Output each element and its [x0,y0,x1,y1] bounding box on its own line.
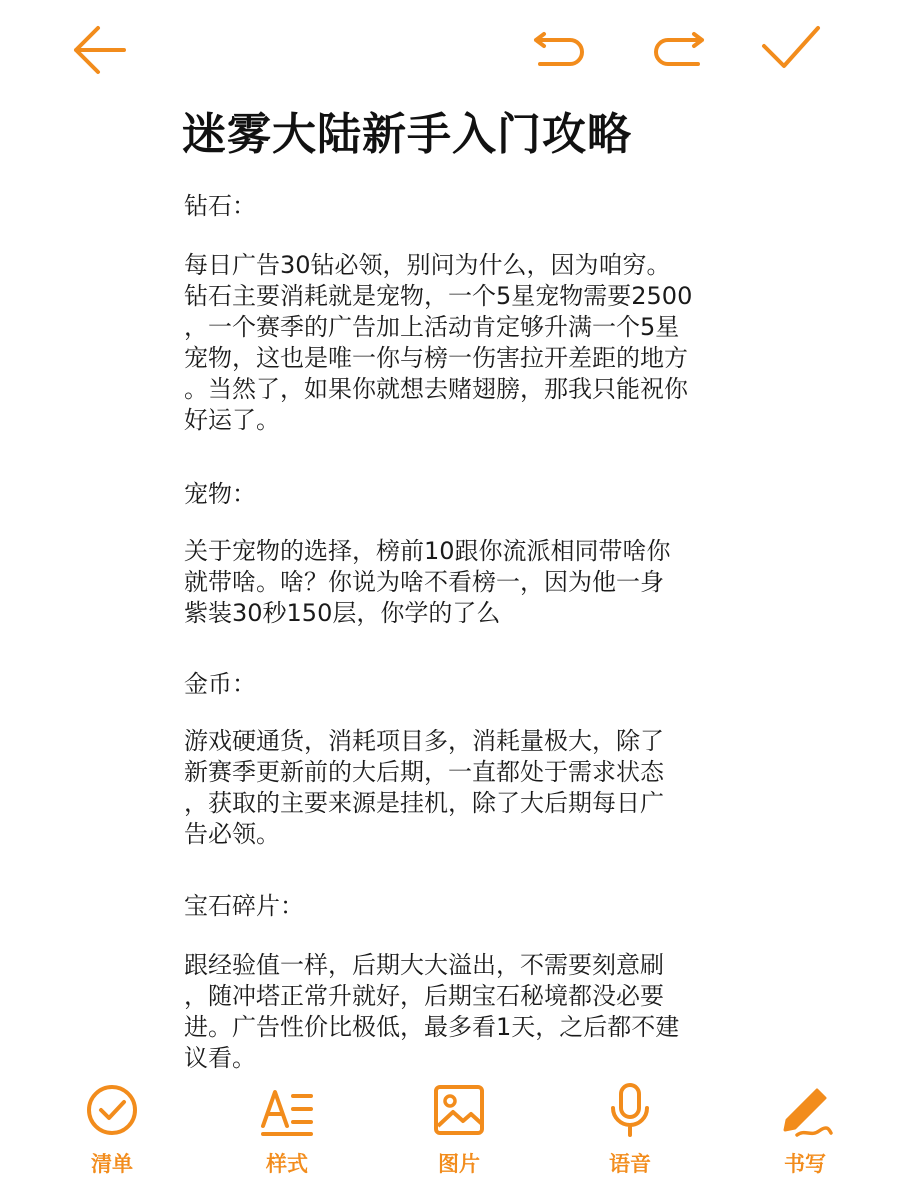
check-circle-icon [84,1082,140,1138]
body-line: 议看。 [184,1044,256,1072]
image-icon [431,1082,487,1138]
body-line: 钻石主要消耗就是宠物，一个5星宠物需要2500 [184,282,693,310]
section-heading-gem-shards: 宝石碎片： [184,892,304,920]
redo-icon [648,26,708,70]
body-line: ，一个赛季的广告加上活动肯定够升满一个5星 [184,313,680,341]
body-line: 游戏硬通货，消耗项目多，消耗量极大，除了 [184,727,664,755]
section-body-diamond [184,250,692,436]
image-button[interactable] [404,1082,514,1192]
microphone-icon [602,1082,658,1138]
voice-label: 语音 [609,1152,651,1176]
body-line: 好运了。 [184,406,280,434]
body-line: 紫装30秒150层，你学的了么 [184,599,501,627]
undo-icon [530,26,590,70]
section-body-gem-shards [184,950,679,1074]
body-line: 进。广告性价比极低，最多看1天，之后都不建 [184,1013,680,1041]
body-line: 。当然了，如果你就想去赌翅膀，那我只能祝你 [184,375,688,403]
arrow-left-icon [70,22,128,78]
body-line: 关于宠物的选择，榜前10跟你流派相同带啥你 [184,537,671,565]
pen-icon [777,1082,833,1138]
section-body-gold [184,726,664,850]
body-line: 跟经验值一样，后期大大溢出，不需要刻意刷 [184,951,664,979]
style-label: 样式 [266,1152,308,1176]
back-button[interactable] [70,22,128,78]
section-heading-diamond: 钻石： [184,192,256,220]
section-body-pet [184,536,671,629]
body-line: 每日广告30钻必领，别问为什么，因为咱穷。 [184,251,671,279]
section-heading-pet: 宠物： [184,480,256,508]
checklist-label: 清单 [91,1152,133,1176]
redo-button[interactable] [648,26,708,70]
handwrite-button[interactable] [750,1082,860,1192]
image-label: 图片 [438,1152,480,1176]
body-line: 告必领。 [184,820,280,848]
done-button[interactable] [760,22,822,74]
voice-button[interactable] [575,1082,685,1192]
body-line: 新赛季更新前的大后期，一直都处于需求状态 [184,758,664,786]
body-line: ，随冲塔正常升就好，后期宝石秘境都没必要 [184,982,664,1010]
checklist-button[interactable] [57,1082,167,1192]
body-line: 就带啥。啥？你说为啥不看榜一，因为他一身 [184,568,664,596]
body-line: ，获取的主要来源是挂机，除了大后期每日广 [184,789,664,817]
top-toolbar [0,0,900,100]
section-heading-gold: 金币： [184,670,256,698]
body-line: 宠物，这也是唯一你与榜一伤害拉开差距的地方 [184,344,688,372]
handwrite-label: 书写 [784,1152,826,1176]
bottom-toolbar [0,1072,900,1200]
note-title[interactable]: 迷雾大陆新手入门攻略 [182,109,632,160]
checkmark-icon [760,22,822,74]
text-style-icon [259,1082,315,1138]
undo-button[interactable] [530,26,590,70]
style-button[interactable] [232,1082,342,1192]
